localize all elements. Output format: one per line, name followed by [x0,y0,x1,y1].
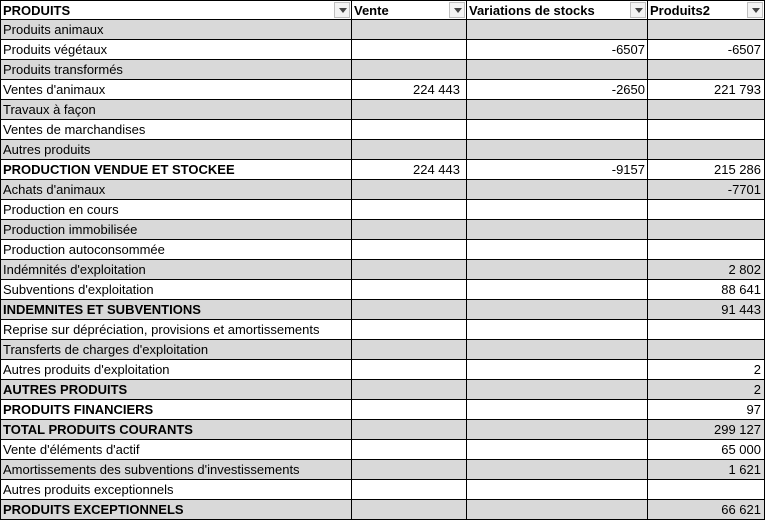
variations-cell[interactable] [467,60,648,80]
vente-cell[interactable] [352,480,467,500]
produits2-cell[interactable]: 91 443 [648,300,765,320]
produits2-cell[interactable] [648,240,765,260]
variations-cell[interactable] [467,260,648,280]
table-row [0,320,765,340]
filter-dropdown-icon[interactable] [747,2,763,18]
variations-cell[interactable] [467,220,648,240]
row-label-cell[interactable]: PRODUCTION VENDUE ET STOCKEE [0,160,352,180]
table-row [0,180,765,200]
row-label-cell[interactable]: Produits végétaux [0,40,352,60]
produits2-cell[interactable]: 2 [648,380,765,400]
vente-cell[interactable] [352,220,467,240]
table-row [0,340,765,360]
row-label-cell[interactable]: Production autoconsommée [0,240,352,260]
header-vente[interactable] [352,0,467,20]
table-row [0,160,765,180]
table-row [0,20,765,40]
variations-cell[interactable] [467,200,648,220]
variations-cell[interactable] [467,460,648,480]
row-label-cell[interactable]: Autres produits d'exploitation [0,360,352,380]
filter-dropdown-icon[interactable] [449,2,465,18]
vente-cell[interactable] [352,340,467,360]
produits2-cell[interactable]: 1 621 [648,460,765,480]
variations-cell[interactable] [467,20,648,40]
vente-cell[interactable] [352,360,467,380]
table-row [0,420,765,440]
produits2-cell[interactable] [648,220,765,240]
row-label-cell[interactable]: Autres produits [0,140,352,160]
produits2-cell[interactable]: 65 000 [648,440,765,460]
vente-cell[interactable] [352,400,467,420]
produits2-cell[interactable]: 215 286 [648,160,765,180]
vente-cell[interactable] [352,500,467,520]
vente-cell[interactable]: 224 443 [352,80,467,100]
vente-cell[interactable] [352,140,467,160]
vente-cell[interactable]: 224 443 [352,160,467,180]
variations-cell[interactable] [467,240,648,260]
row-label-cell[interactable]: Produits transformés [0,60,352,80]
row-label-cell[interactable]: Travaux à façon [0,100,352,120]
table-row [0,500,765,520]
variations-cell[interactable] [467,400,648,420]
variations-cell[interactable] [467,500,648,520]
row-label-cell[interactable]: Ventes d'animaux [0,80,352,100]
variations-cell[interactable]: -2650 [467,80,648,100]
row-label-cell[interactable]: Production en cours [0,200,352,220]
table-row [0,220,765,240]
variations-cell[interactable] [467,180,648,200]
vente-cell[interactable] [352,40,467,60]
row-label-cell[interactable]: Ventes de marchandises [0,120,352,140]
variations-cell[interactable] [467,340,648,360]
produits2-cell[interactable]: 2 [648,360,765,380]
vente-cell[interactable] [352,300,467,320]
produits2-cell[interactable] [648,200,765,220]
table-row [0,440,765,460]
table-row [0,460,765,480]
variations-cell[interactable] [467,320,648,340]
row-label-cell[interactable]: Amortissements des subventions d'investissements [0,460,352,480]
produits2-cell[interactable] [648,100,765,120]
header-vente-label: Vente [354,3,389,18]
row-label-cell[interactable]: Achats d'animaux [0,180,352,200]
row-label-cell[interactable]: Produits animaux [0,20,352,40]
produits2-cell[interactable]: 66 621 [648,500,765,520]
header-variations[interactable] [467,0,648,20]
produits2-cell[interactable]: 2 802 [648,260,765,280]
vente-cell[interactable] [352,120,467,140]
produits2-cell[interactable]: -7701 [648,180,765,200]
row-label-cell[interactable]: Reprise sur dépréciation, provisions et amortissements [0,320,352,340]
table-row [0,240,765,260]
produits2-cell[interactable] [648,320,765,340]
variations-cell[interactable] [467,380,648,400]
row-label-cell[interactable]: Vente d'éléments d'actif [0,440,352,460]
header-produits[interactable] [0,0,352,20]
vente-cell[interactable] [352,200,467,220]
produits2-cell[interactable]: 97 [648,400,765,420]
variations-cell[interactable] [467,140,648,160]
header-variations-label: Variations de stocks [469,3,595,18]
vente-cell[interactable] [352,60,467,80]
table-row [0,100,765,120]
row-label-cell[interactable]: INDEMNITES ET SUBVENTIONS [0,300,352,320]
variations-cell[interactable] [467,120,648,140]
produits2-cell[interactable]: 299 127 [648,420,765,440]
vente-cell[interactable] [352,180,467,200]
row-label-cell[interactable]: Autres produits exceptionnels [0,480,352,500]
vente-cell[interactable] [352,260,467,280]
variations-cell[interactable] [467,420,648,440]
produits2-cell[interactable]: 88 641 [648,280,765,300]
table-row [0,200,765,220]
table-row [0,280,765,300]
header-produits-label: PRODUITS [3,3,71,18]
table-row [0,60,765,80]
produits2-cell[interactable] [648,140,765,160]
produits2-cell[interactable] [648,480,765,500]
table-row [0,400,765,420]
table-row [0,380,765,400]
produits2-cell[interactable] [648,60,765,80]
row-label-cell[interactable]: Indémnités d'exploitation [0,260,352,280]
variations-cell[interactable] [467,280,648,300]
table-row [0,480,765,500]
header-produits2[interactable] [648,0,765,20]
variations-cell[interactable] [467,360,648,380]
row-label-cell[interactable]: Production immobilisée [0,220,352,240]
vente-cell[interactable] [352,440,467,460]
row-label-cell[interactable]: PRODUITS FINANCIERS [0,400,352,420]
produits2-cell[interactable] [648,20,765,40]
vente-cell[interactable] [352,100,467,120]
table-row [0,260,765,280]
vente-cell[interactable] [352,380,467,400]
variations-cell[interactable] [467,100,648,120]
row-label-cell[interactable]: PRODUITS EXCEPTIONNELS [0,500,352,520]
table-row [0,300,765,320]
filter-dropdown-icon[interactable] [630,2,646,18]
row-label-cell[interactable]: TOTAL PRODUITS COURANTS [0,420,352,440]
vente-cell[interactable] [352,240,467,260]
produits2-cell[interactable] [648,340,765,360]
row-label-cell[interactable]: Subventions d'exploitation [0,280,352,300]
variations-cell[interactable]: -9157 [467,160,648,180]
produits2-cell[interactable]: -6507 [648,40,765,60]
table-body [0,20,765,520]
vente-cell[interactable] [352,420,467,440]
produits2-cell[interactable] [648,120,765,140]
table-row [0,40,765,60]
variations-cell[interactable]: -6507 [467,40,648,60]
header-produits2-label: Produits2 [650,3,710,18]
produits2-cell[interactable]: 221 793 [648,80,765,100]
filter-dropdown-icon[interactable] [334,2,350,18]
table-row [0,360,765,380]
row-label-cell[interactable]: AUTRES PRODUITS [0,380,352,400]
vente-cell[interactable] [352,320,467,340]
table-row [0,120,765,140]
vente-cell[interactable] [352,280,467,300]
vente-cell[interactable] [352,20,467,40]
row-label-cell[interactable]: Transferts de charges d'exploitation [0,340,352,360]
vente-cell[interactable] [352,460,467,480]
table-row [0,80,765,100]
variations-cell[interactable] [467,300,648,320]
variations-cell[interactable] [467,440,648,460]
header-row [0,0,765,20]
table-row [0,140,765,160]
variations-cell[interactable] [467,480,648,500]
